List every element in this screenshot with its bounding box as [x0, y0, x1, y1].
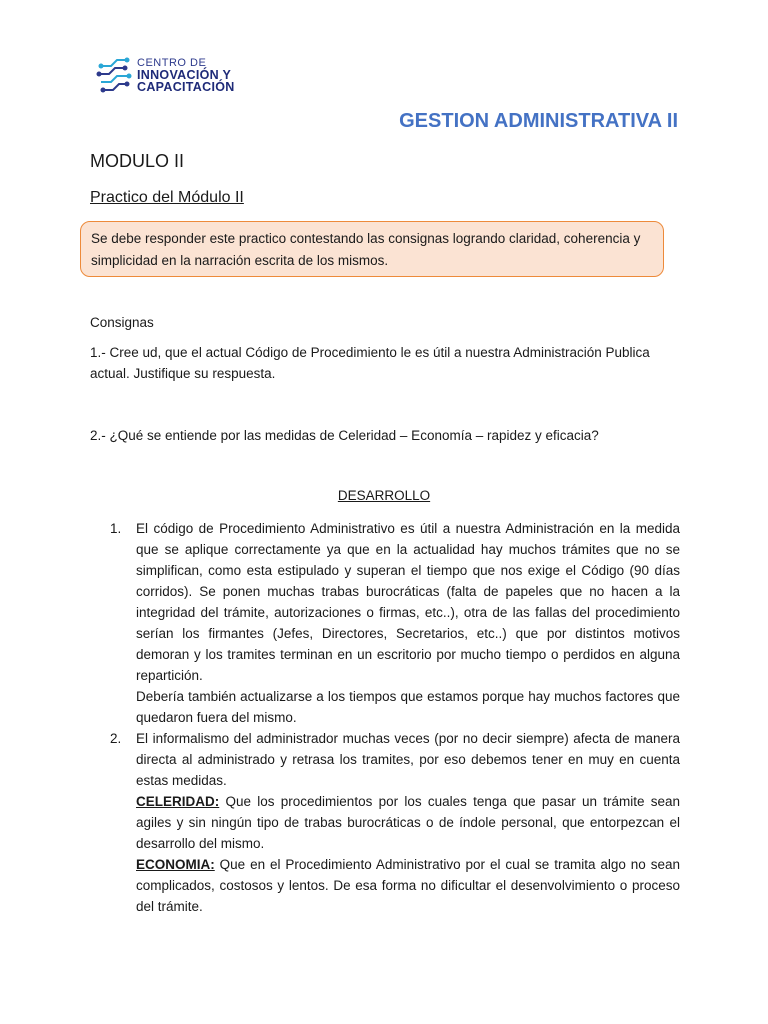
celeridad-text: Que los procedimientos por los cuales tenga que pasar un trámite sean agiles y sin ningún tipo de trabas burocráticas o de índole personal, que entorpezcan el desarrollo del mismo.: [136, 794, 680, 851]
answers-list: [110, 518, 680, 917]
circuit-logo-icon: [95, 52, 133, 98]
section-title: DESARROLLO: [337, 488, 431, 503]
logo: [95, 52, 235, 98]
answer-paragraph: El código de Procedimiento Administrativo es útil a nuestra Administración en la medida que se aplique correctamente ya que en la actualidad hay muchos trámites que no se simplifican, como esta estipulado y superan el tiempo que nos exige el Código (90 días corridos). Se ponen muchas trabas burocráticas (falta de papeles que no hacen a la integridad del trámite, autorizaciones o firmas, etc..), otra de las fallas del procedimiento serían los firmantes (Jefes, Directores, Secretarios, etc..) que por distintos motivos demoran y los tramites terminan en un escritorio por mucho tiempo o perdidos en alguna repartición.: [136, 521, 680, 683]
instructions-text: Se debe responder este practico contestando las consignas logrando claridad, coherencia y simplicidad en la narración escrita de los mismos.: [91, 231, 641, 268]
celeridad-paragraph: [136, 791, 680, 854]
question-2: 2.- ¿Qué se entiende por las medidas de Celeridad – Economía – rapidez y eficacia?: [90, 428, 599, 443]
economia-paragraph: [136, 854, 680, 917]
logo-line1: CENTRO DE: [137, 57, 207, 69]
economia-term: ECONOMIA:: [136, 857, 215, 872]
question-1: 1.- Cree ud, que el actual Código de Procedimiento le es útil a nuestra Administración Publica actual. Justifique su respuesta.: [90, 345, 650, 381]
logo-line2: INNOVACIÓN Y: [137, 68, 232, 82]
consignas-label: Consignas: [90, 315, 154, 330]
answer-item: [110, 518, 680, 728]
practice-title: Practico del Módulo II: [90, 189, 244, 206]
module-heading: MODULO II: [90, 151, 185, 171]
answer-number: 1.: [110, 521, 122, 536]
answer-item: [110, 728, 680, 917]
answer-paragraph: El informalismo del administrador muchas veces (por no decir siempre) afecta de manera directa al administrado y retrasa los tramites, por eso debemos tener en muy en cuenta estas medidas.: [136, 731, 680, 788]
instructions-box: [80, 221, 664, 277]
logo-line3: CAPACITACIÓN: [137, 80, 235, 94]
answer-number: 2.: [110, 731, 122, 746]
document-title: GESTION ADMINISTRATIVA II: [399, 110, 678, 132]
celeridad-term: CELERIDAD:: [136, 794, 220, 809]
answer-paragraph: Debería también actualizarse a los tiempos que estamos porque hay muchos factores que quedaron fuera del mismo.: [136, 689, 680, 725]
economia-text: Que en el Procedimiento Administrativo por el cual se tramita algo no sean complicados, costosos y lentos. De esa forma no dificultar el desenvolvimiento o proceso del trámite.: [136, 857, 680, 914]
